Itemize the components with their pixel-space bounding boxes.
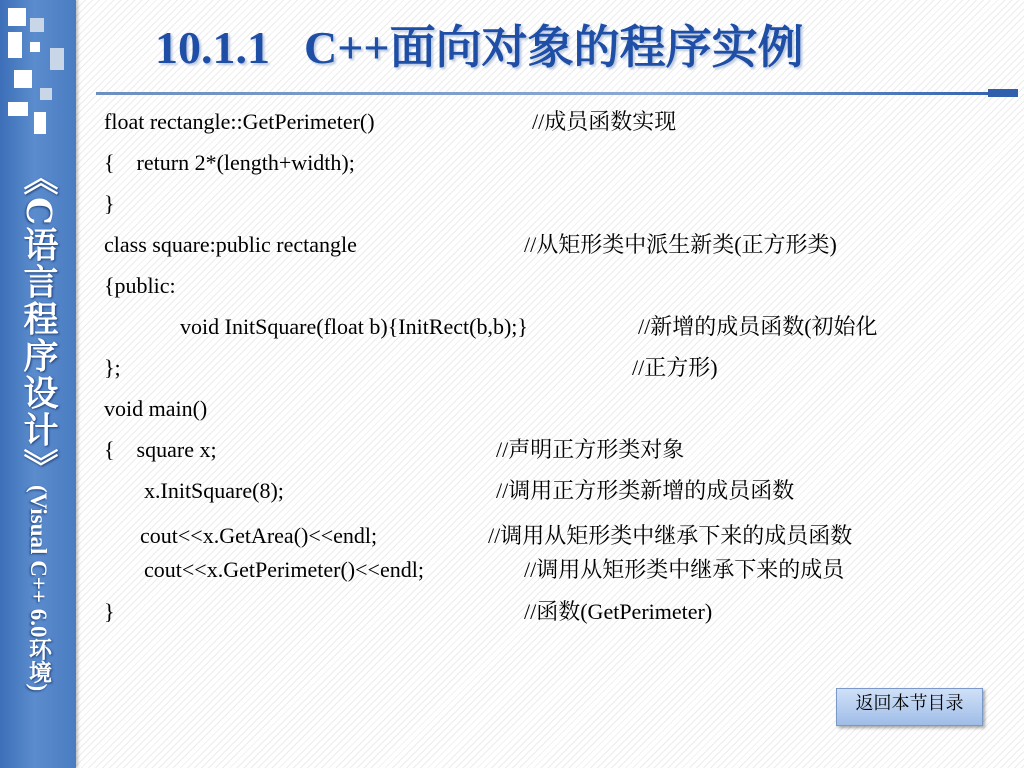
code-comment: //新增的成员函数(初始化 — [638, 314, 878, 339]
code-comment: //从矩形类中派生新类(正方形类) — [524, 232, 837, 257]
logo-square — [34, 112, 46, 134]
code-comment: //调用正方形类新增的成员函数 — [496, 478, 795, 503]
code-line: x.InitSquare(8); — [144, 478, 284, 503]
code-comment: //成员函数实现 — [532, 109, 677, 134]
slide-title-text: C++面向对象的程序实例 — [304, 22, 804, 73]
code-comment: //正方形) — [632, 355, 718, 380]
back-to-section-index-button[interactable]: 返回本节目录 — [836, 688, 983, 726]
code-line: { return 2*(length+width); — [104, 150, 355, 175]
sidebar — [0, 0, 76, 768]
title-divider — [96, 92, 1018, 95]
section-number: 10.1.1 — [155, 22, 270, 73]
logo-square — [8, 8, 26, 26]
code-comment: //调用从矩形类中继承下来的成员 — [524, 557, 845, 582]
logo-square — [40, 88, 52, 100]
code-line: {public: — [104, 273, 176, 298]
logo-square — [8, 102, 28, 116]
code-line: { square x; — [104, 437, 217, 462]
logo-square — [50, 48, 64, 70]
code-line: float rectangle::GetPerimeter() — [104, 109, 375, 134]
code-comment: //声明正方形类对象 — [496, 437, 685, 462]
code-line: cout<<x.GetArea()<<endl; — [140, 523, 378, 548]
logo-square — [30, 42, 40, 52]
logo-square — [14, 70, 32, 88]
divider-end-block — [988, 89, 1018, 97]
code-comment: //调用从矩形类中继承下来的成员函数 — [488, 523, 853, 548]
code-line: }; — [104, 355, 121, 380]
code-line: } — [104, 599, 115, 624]
book-subtitle: (Visual C++ 6.0环境) — [26, 485, 51, 692]
slide-title — [155, 18, 804, 78]
code-line: cout<<x.GetPerimeter()<<endl; — [144, 557, 424, 582]
code-line: } — [104, 191, 115, 216]
logo-square — [30, 18, 44, 32]
book-title: 《C语言程序设计》 — [18, 160, 59, 486]
code-line: class square:public rectangle — [104, 232, 357, 257]
logo-square — [8, 32, 22, 58]
code-comment: //函数(GetPerimeter) — [524, 599, 713, 624]
code-line: void InitSquare(float b){InitRect(b,b);} — [180, 314, 528, 339]
code-line: void main() — [104, 396, 208, 421]
